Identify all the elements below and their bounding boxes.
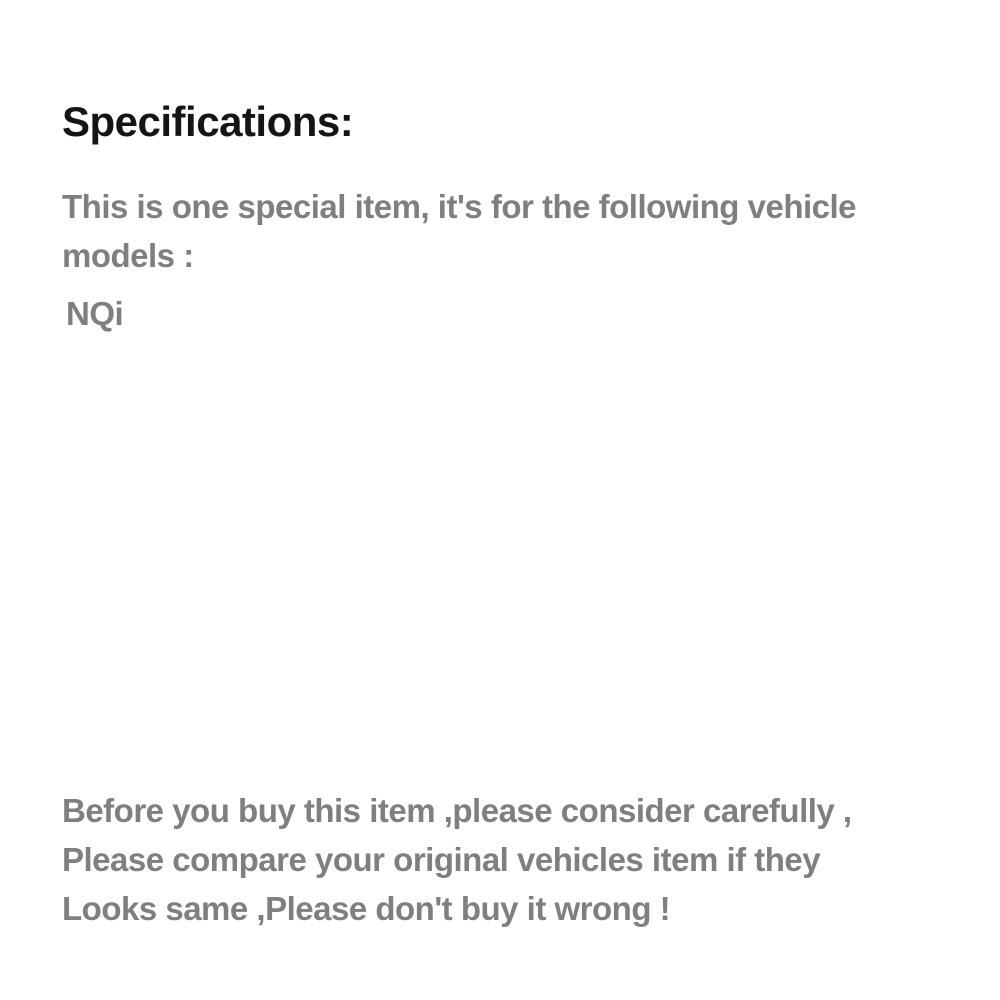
warning-line-2: Please compare your original vehicles item if they [62,841,821,878]
intro-paragraph [62,182,962,280]
warning-line-3: Looks same ,Please don't buy it wrong ! [62,890,671,927]
intro-line-2: models : [62,237,194,274]
vehicle-model-name: NQi [66,295,124,332]
specifications-heading: Specifications: [62,98,354,145]
warning-line-1: Before you buy this item ,please consider carefully , [62,792,852,829]
intro-line-1: This is one special item, it's for the following vehicle [62,188,857,225]
purchase-warning-paragraph [62,786,982,933]
